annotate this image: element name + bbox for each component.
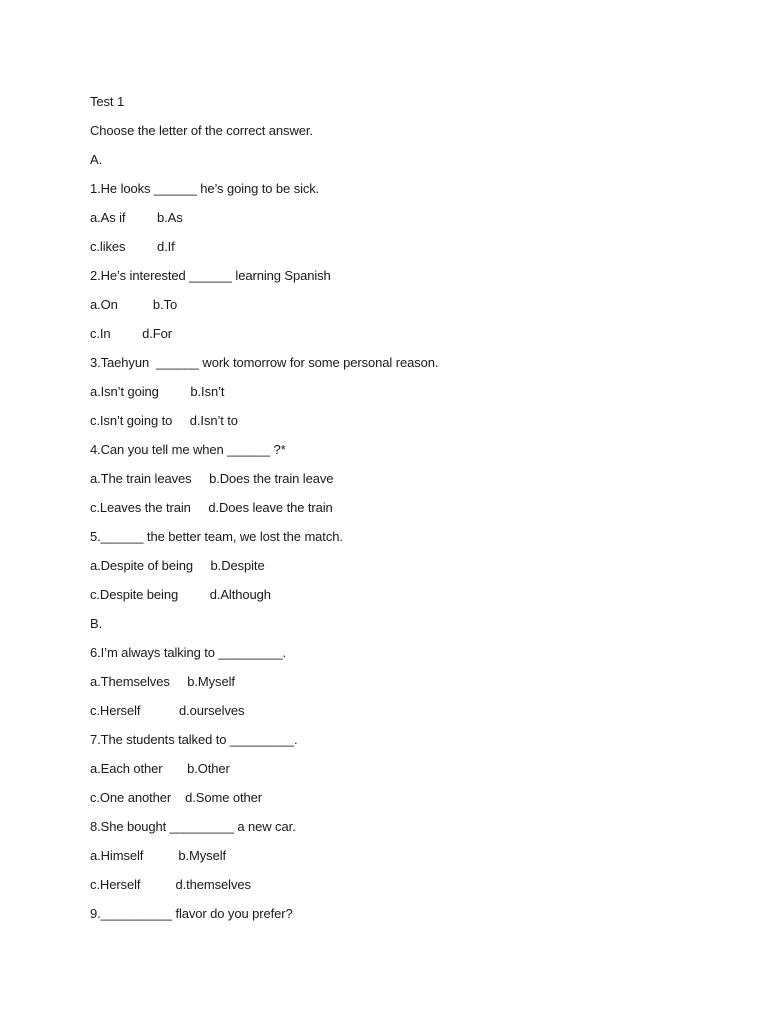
answer-options: a.Themselves b.Myself xyxy=(90,674,235,689)
answer-options: c.Isn’t going to d.Isn’t to xyxy=(90,413,238,428)
section-heading: B. xyxy=(90,616,103,631)
question: 3.Taehyun ______ work tomorrow for some personal reason. xyxy=(90,355,439,370)
answer-options: a.On b.To xyxy=(90,297,178,312)
answer-options: a.Himself b.Myself xyxy=(90,848,226,863)
instructions: Choose the letter of the correct answer. xyxy=(90,123,313,138)
question: 5.______ the better team, we lost the match. xyxy=(90,529,343,544)
answer-options: a.The train leaves b.Does the train leave xyxy=(90,471,334,486)
answer-options: a.As if b.As xyxy=(90,210,183,225)
answer-options: c.Herself d.ourselves xyxy=(90,703,245,718)
answer-options: c.likes d.If xyxy=(90,239,175,254)
answer-options: c.In d.For xyxy=(90,326,173,341)
worksheet-content xyxy=(90,92,710,933)
answer-options: c.Leaves the train d.Does leave the train xyxy=(90,500,333,515)
question: 9.__________ flavor do you prefer? xyxy=(90,906,293,921)
answer-options: c.Herself d.themselves xyxy=(90,877,251,892)
document-title: Test 1 xyxy=(90,94,125,109)
question: 7.The students talked to _________. xyxy=(90,732,298,747)
question: 8.She bought _________ a new car. xyxy=(90,819,296,834)
question: 4.Can you tell me when ______ ?* xyxy=(90,442,286,457)
section-heading: A. xyxy=(90,152,103,167)
question: 1.He looks ______ he’s going to be sick. xyxy=(90,181,320,196)
answer-options: c.One another d.Some other xyxy=(90,790,262,805)
answer-options: c.Despite being d.Although xyxy=(90,587,271,602)
answer-options: a.Despite of being b.Despite xyxy=(90,558,265,573)
answer-options: a.Isn’t going b.Isn’t xyxy=(90,384,225,399)
question: 2.He’s interested ______ learning Spanish xyxy=(90,268,331,283)
answer-options: a.Each other b.Other xyxy=(90,761,230,776)
question: 6.I’m always talking to _________. xyxy=(90,645,287,660)
